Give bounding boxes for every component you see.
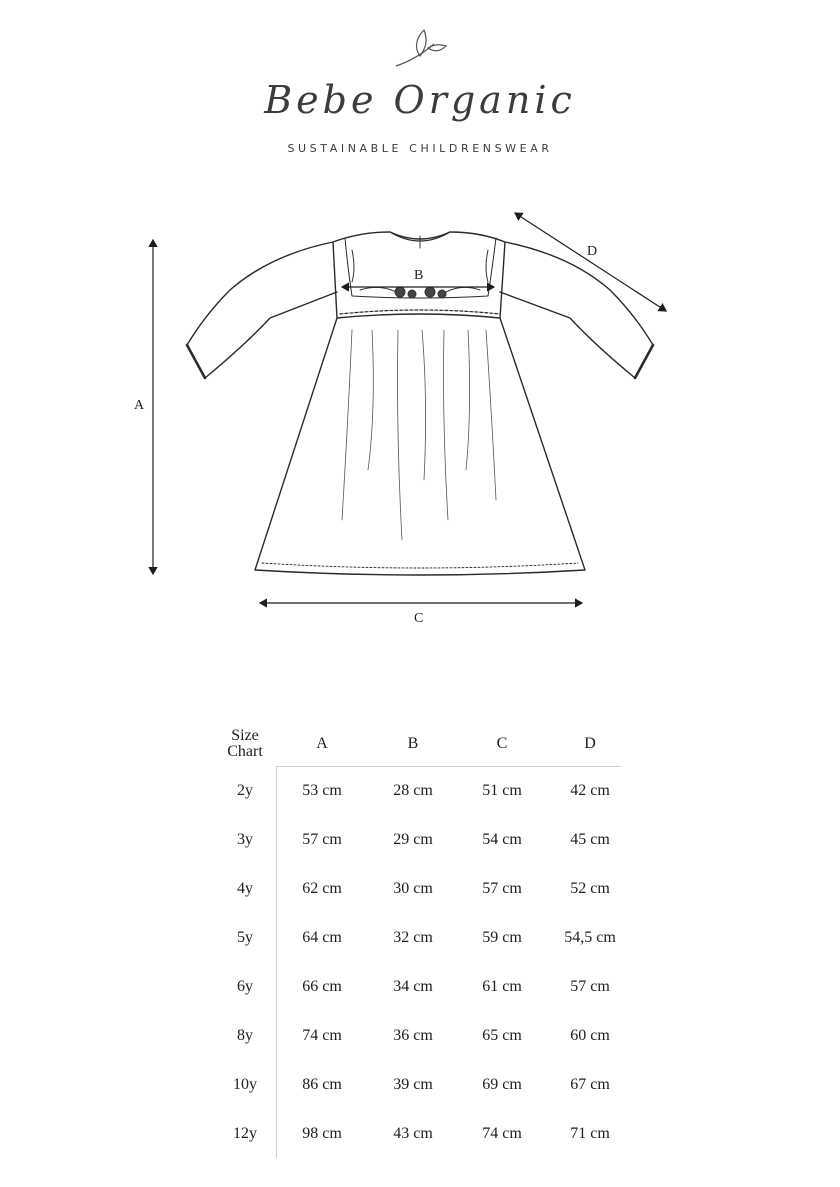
measure-cell: 54,5 cm — [564, 928, 616, 946]
measure-cell: 57 cm — [302, 830, 342, 848]
measure-cell: 43 cm — [393, 1124, 433, 1142]
dimension-d-label: D — [587, 244, 598, 259]
size-chart-table — [214, 722, 634, 1158]
measure-cell: 51 cm — [482, 781, 522, 799]
column-header-c: C — [496, 735, 508, 752]
measure-cell: 59 cm — [482, 928, 522, 946]
measure-cell: 67 cm — [570, 1075, 610, 1093]
size-chart-header — [214, 722, 634, 766]
size-cell: 4y — [237, 879, 253, 897]
dimension-c-label: C — [414, 611, 424, 626]
measure-cell: 61 cm — [482, 977, 522, 995]
dress-diagram — [0, 200, 840, 640]
measure-cell: 74 cm — [482, 1124, 522, 1142]
table-row — [214, 1109, 634, 1158]
measure-cell: 86 cm — [302, 1075, 342, 1093]
measure-cell: 42 cm — [570, 781, 610, 799]
measure-cell: 65 cm — [482, 1026, 522, 1044]
measure-cell: 66 cm — [302, 977, 342, 995]
size-chart-corner-label: Size Chart — [227, 727, 263, 760]
measure-cell: 98 cm — [302, 1124, 342, 1142]
table-row — [214, 1060, 634, 1109]
measure-cell: 60 cm — [570, 1026, 610, 1044]
measure-cell: 32 cm — [393, 928, 433, 946]
measure-cell: 71 cm — [570, 1124, 610, 1142]
size-cell: 6y — [237, 977, 253, 995]
measure-cell: 69 cm — [482, 1075, 522, 1093]
measure-cell: 62 cm — [302, 879, 342, 897]
column-header-b: B — [407, 735, 419, 752]
brand-tagline: SUSTAINABLE CHILDRENSWEAR — [287, 142, 553, 155]
size-cell: 5y — [237, 928, 253, 946]
table-row — [214, 1011, 634, 1060]
measure-cell: 28 cm — [393, 781, 433, 799]
measure-cell: 52 cm — [570, 879, 610, 897]
column-header-d: D — [584, 735, 596, 752]
measure-cell: 74 cm — [302, 1026, 342, 1044]
dimension-b-label: B — [414, 268, 424, 283]
table-row — [214, 815, 634, 864]
measure-cell: 57 cm — [570, 977, 610, 995]
size-cell: 8y — [237, 1026, 253, 1044]
leaf-logo-icon — [390, 18, 450, 73]
size-chart-body — [214, 766, 634, 1158]
measure-cell: 64 cm — [302, 928, 342, 946]
column-header-a: A — [316, 735, 328, 752]
dimension-a-label: A — [134, 398, 145, 413]
size-cell: 10y — [233, 1075, 257, 1093]
measure-cell: 29 cm — [393, 830, 433, 848]
size-cell: 12y — [233, 1124, 257, 1142]
measure-cell: 45 cm — [570, 830, 610, 848]
table-row — [214, 962, 634, 1011]
size-cell: 2y — [237, 781, 253, 799]
table-row — [214, 913, 634, 962]
measure-cell: 57 cm — [482, 879, 522, 897]
measure-cell: 39 cm — [393, 1075, 433, 1093]
measure-cell: 53 cm — [302, 781, 342, 799]
brand-name: Bebe Organic — [264, 78, 576, 122]
measure-cell: 36 cm — [393, 1026, 433, 1044]
table-row — [214, 766, 634, 815]
table-row — [214, 864, 634, 913]
measure-cell: 54 cm — [482, 830, 522, 848]
measure-cell: 30 cm — [393, 879, 433, 897]
size-cell: 3y — [237, 830, 253, 848]
measure-cell: 34 cm — [393, 977, 433, 995]
